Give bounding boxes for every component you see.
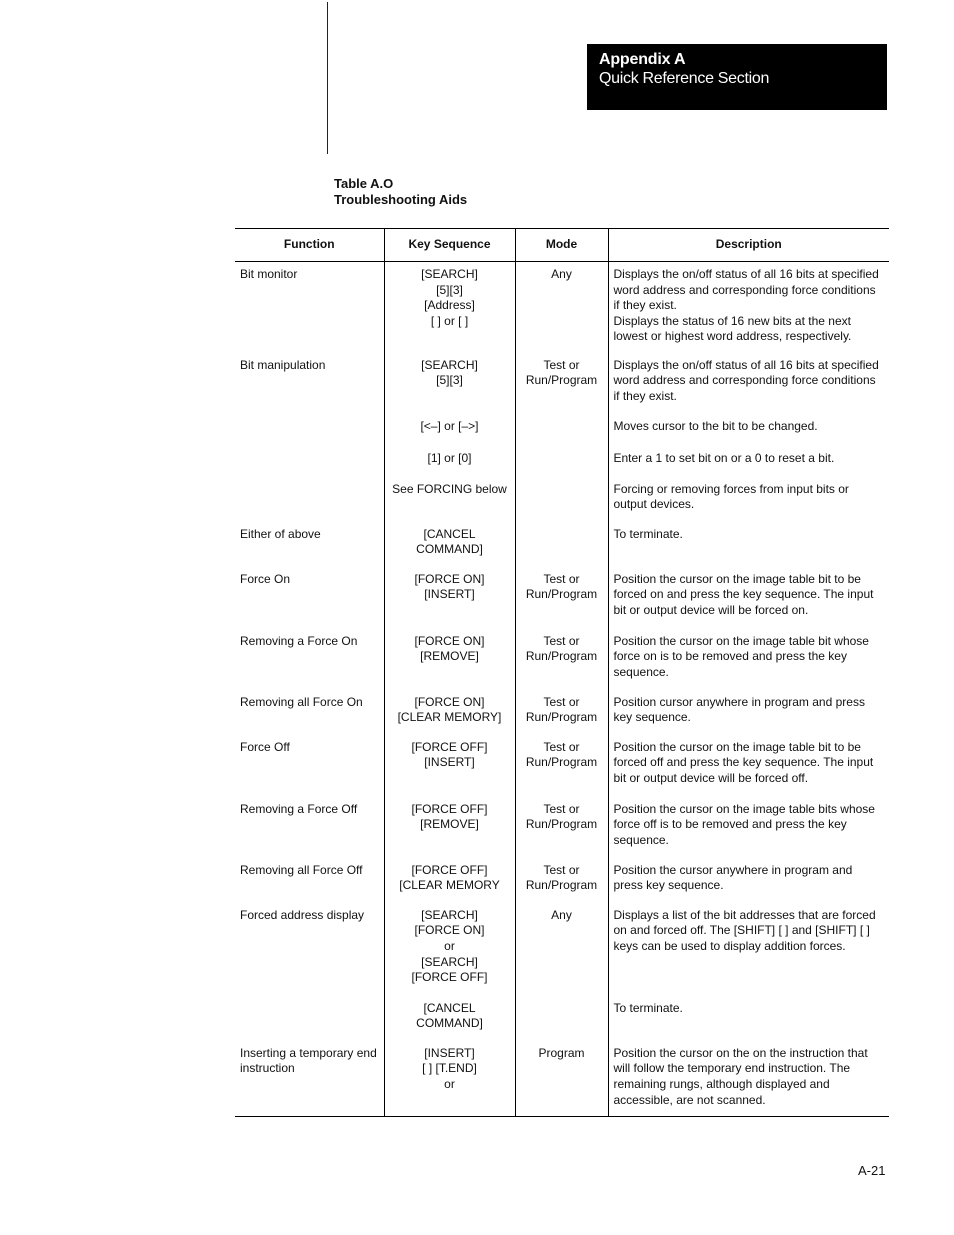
description-cell (608, 419, 889, 451)
function-cell (235, 451, 384, 482)
description-cell-text: Position the cursor on the image table bit whose force on is to be removed and press the key sequence. (613, 633, 869, 679)
mode-cell (515, 482, 608, 527)
table-body (235, 262, 889, 1117)
description-cell (608, 451, 889, 482)
description-cell-text: Displays the on/off status of all 16 bits at specified word address and corresponding force conditions if they exist. (613, 267, 879, 313)
mode-cell (515, 863, 608, 908)
key-sequence-cell-text: [FORCE ON] [REMOVE] (414, 633, 485, 664)
key-sequence-cell-text: [CANCEL COMMAND] (416, 1000, 483, 1031)
function-cell (235, 314, 384, 358)
key-sequence-cell (384, 314, 515, 358)
description-cell (608, 358, 889, 419)
key-sequence-cell (384, 634, 515, 695)
key-sequence-cell-text: [1] or [0] (427, 450, 472, 465)
appendix-header (587, 44, 887, 110)
function-cell-text: Force On (240, 571, 291, 586)
function-cell (235, 802, 384, 863)
key-sequence-cell-text: [SEARCH] [5][3] (421, 357, 478, 388)
key-sequence-cell (384, 863, 515, 908)
function-cell (235, 1001, 384, 1046)
table-row (235, 451, 889, 482)
function-cell (235, 358, 384, 419)
mode-cell (515, 1046, 608, 1117)
function-cell (235, 634, 384, 695)
table-row (235, 634, 889, 695)
function-cell (235, 482, 384, 527)
column-header-key-sequence: Key Sequence (384, 229, 515, 262)
function-cell-text: Forced address display (240, 907, 365, 922)
function-cell (235, 695, 384, 740)
key-sequence-cell (384, 419, 515, 451)
description-cell (608, 1046, 889, 1117)
description-cell (608, 634, 889, 695)
key-sequence-cell-text: [FORCE OFF] [INSERT] (411, 739, 488, 770)
description-cell-text: Position the cursor on the image table bit to be forced on and press the key sequence. The input bit or output device will be forced on. (613, 571, 874, 617)
description-cell (608, 908, 889, 1001)
function-cell-text: Removing a Force Off (240, 801, 358, 816)
description-cell-text: Enter a 1 to set bit on or a 0 to reset a bit. (613, 450, 835, 465)
description-cell-text: Forcing or removing forces from input bits or output devices. (613, 481, 849, 512)
function-cell (235, 262, 384, 314)
description-cell (608, 527, 889, 572)
mode-cell (515, 314, 608, 358)
mode-cell-text: Test or Run/Program (525, 694, 598, 725)
function-cell-text: Removing all Force Off (240, 862, 363, 877)
description-cell-text: Moves cursor to the bit to be changed. (613, 418, 818, 433)
mode-cell (515, 634, 608, 695)
function-cell (235, 572, 384, 634)
function-cell-text: Either of above (240, 526, 321, 541)
table-row (235, 695, 889, 740)
table-caption (334, 176, 467, 208)
table-row (235, 740, 889, 802)
description-cell-text: Displays a list of the bit addresses that are forced on and forced off. The [SHIFT] [ ] and [SHIFT] [ ] keys can be used to display addition forces. (613, 907, 876, 953)
table-row (235, 262, 889, 314)
table-title: Troubleshooting Aids (334, 192, 468, 207)
description-cell (608, 695, 889, 740)
mode-cell (515, 572, 608, 634)
key-sequence-cell (384, 740, 515, 802)
table-row (235, 802, 889, 863)
table-row (235, 482, 889, 527)
key-sequence-cell-text: [FORCE ON] [CLEAR MEMORY] (397, 694, 502, 725)
table-number: Table A.O (334, 176, 394, 191)
key-sequence-cell (384, 802, 515, 863)
mode-cell (515, 695, 608, 740)
mode-cell (515, 262, 608, 314)
mode-cell-text: Test or Run/Program (525, 862, 598, 893)
mode-cell (515, 527, 608, 572)
column-header-mode: Mode (515, 229, 608, 262)
key-sequence-cell (384, 451, 515, 482)
key-sequence-cell (384, 572, 515, 634)
mode-cell (515, 1001, 608, 1046)
mode-cell (515, 419, 608, 451)
function-cell-text: Removing a Force On (240, 633, 358, 648)
mode-cell (515, 740, 608, 802)
description-cell-text: Position the cursor anywhere in program and press key sequence. (613, 862, 853, 893)
mode-cell-text: Any (551, 267, 572, 281)
description-cell-text: Position cursor anywhere in program and press key sequence. (613, 694, 865, 725)
table-row (235, 863, 889, 908)
mode-cell (515, 358, 608, 419)
key-sequence-cell-text: [ ] or [ ] (430, 313, 469, 328)
troubleshooting-table (235, 228, 889, 1117)
description-cell-text: To terminate. (613, 1000, 683, 1015)
function-cell (235, 740, 384, 802)
key-sequence-cell-text: See FORCING below (392, 481, 507, 496)
mode-cell-text: Test or Run/Program (525, 801, 598, 832)
function-cell (235, 908, 384, 1001)
key-sequence-cell (384, 262, 515, 314)
key-sequence-cell (384, 1046, 515, 1117)
table-row (235, 908, 889, 1001)
mode-cell-text: Test or Run/Program (525, 571, 598, 602)
key-sequence-cell-text: [SEARCH] [5][3] [Address] (421, 267, 478, 313)
description-cell-text: Position the cursor on the image table bit to be forced off and press the key sequence. The input bit or output device will be forced off. (613, 739, 874, 785)
key-sequence-cell-text: [SEARCH] [FORCE ON] or [SEARCH] [FORCE OFF] (411, 907, 488, 985)
function-cell-text: Force Off (240, 739, 290, 754)
function-cell (235, 419, 384, 451)
function-cell (235, 863, 384, 908)
table-row (235, 419, 889, 451)
column-header-function: Function (235, 229, 384, 262)
description-cell (608, 482, 889, 527)
key-sequence-cell (384, 1001, 515, 1046)
key-sequence-cell (384, 908, 515, 1001)
section-title: Quick Reference Section (599, 70, 770, 87)
description-cell (608, 802, 889, 863)
description-cell (608, 572, 889, 634)
table-row (235, 1046, 889, 1117)
key-sequence-cell-text: [INSERT] [ ] [T.END] or (422, 1045, 477, 1091)
key-sequence-cell (384, 527, 515, 572)
table-row (235, 358, 889, 419)
description-cell-text: To terminate. (613, 526, 683, 541)
key-sequence-cell-text: [CANCEL COMMAND] (416, 526, 483, 557)
mode-cell-text: Test or Run/Program (525, 357, 598, 388)
description-cell (608, 1001, 889, 1046)
key-sequence-cell-text: [FORCE ON] [INSERT] (414, 571, 485, 602)
function-cell-text: Bit monitor (240, 267, 298, 281)
mode-cell-text: Any (551, 907, 572, 922)
function-cell-text: Inserting a temporary end instruction (240, 1045, 377, 1076)
appendix-title: Appendix A (599, 51, 686, 68)
page-number: A-21 (858, 1163, 886, 1178)
mode-cell (515, 908, 608, 1001)
description-cell (608, 863, 889, 908)
function-cell (235, 527, 384, 572)
key-sequence-cell (384, 482, 515, 527)
table-row (235, 1001, 889, 1046)
function-cell-text: Bit manipulation (240, 357, 326, 372)
mode-cell-text: Test or Run/Program (525, 739, 598, 770)
table-row (235, 572, 889, 634)
description-cell (608, 740, 889, 802)
description-cell (608, 314, 889, 358)
key-sequence-cell-text: [<–] or [–>] (420, 418, 479, 433)
mode-cell-text: Program (538, 1045, 585, 1060)
column-header-description: Description (608, 229, 889, 262)
mode-cell-text: Test or Run/Program (525, 633, 598, 664)
table-header-row (235, 229, 889, 262)
key-sequence-cell (384, 695, 515, 740)
margin-rule (327, 2, 328, 154)
mode-cell (515, 802, 608, 863)
description-cell-text: Position the cursor on the image table bits whose force off is to be removed and press the key sequence. (613, 801, 875, 847)
key-sequence-cell-text: [FORCE OFF] [REMOVE] (411, 801, 488, 832)
table-row (235, 314, 889, 358)
function-cell-text: Removing all Force On (240, 694, 363, 709)
description-cell-text: Position the cursor on the on the instruction that will follow the temporary end instruction. The remaining rungs, although displayed and accessible, are not scanned. (613, 1045, 868, 1107)
key-sequence-cell (384, 358, 515, 419)
description-cell-text: Displays the status of 16 new bits at the next lowest or highest word address, respectively. (613, 313, 852, 344)
description-cell-text: Displays the on/off status of all 16 bits at specified word address and corresponding force conditions if they exist. (613, 357, 879, 403)
function-cell (235, 1046, 384, 1117)
description-cell (608, 262, 889, 314)
key-sequence-cell-text: [FORCE OFF] [CLEAR MEMORY (399, 862, 500, 893)
mode-cell (515, 451, 608, 482)
table-row (235, 527, 889, 572)
